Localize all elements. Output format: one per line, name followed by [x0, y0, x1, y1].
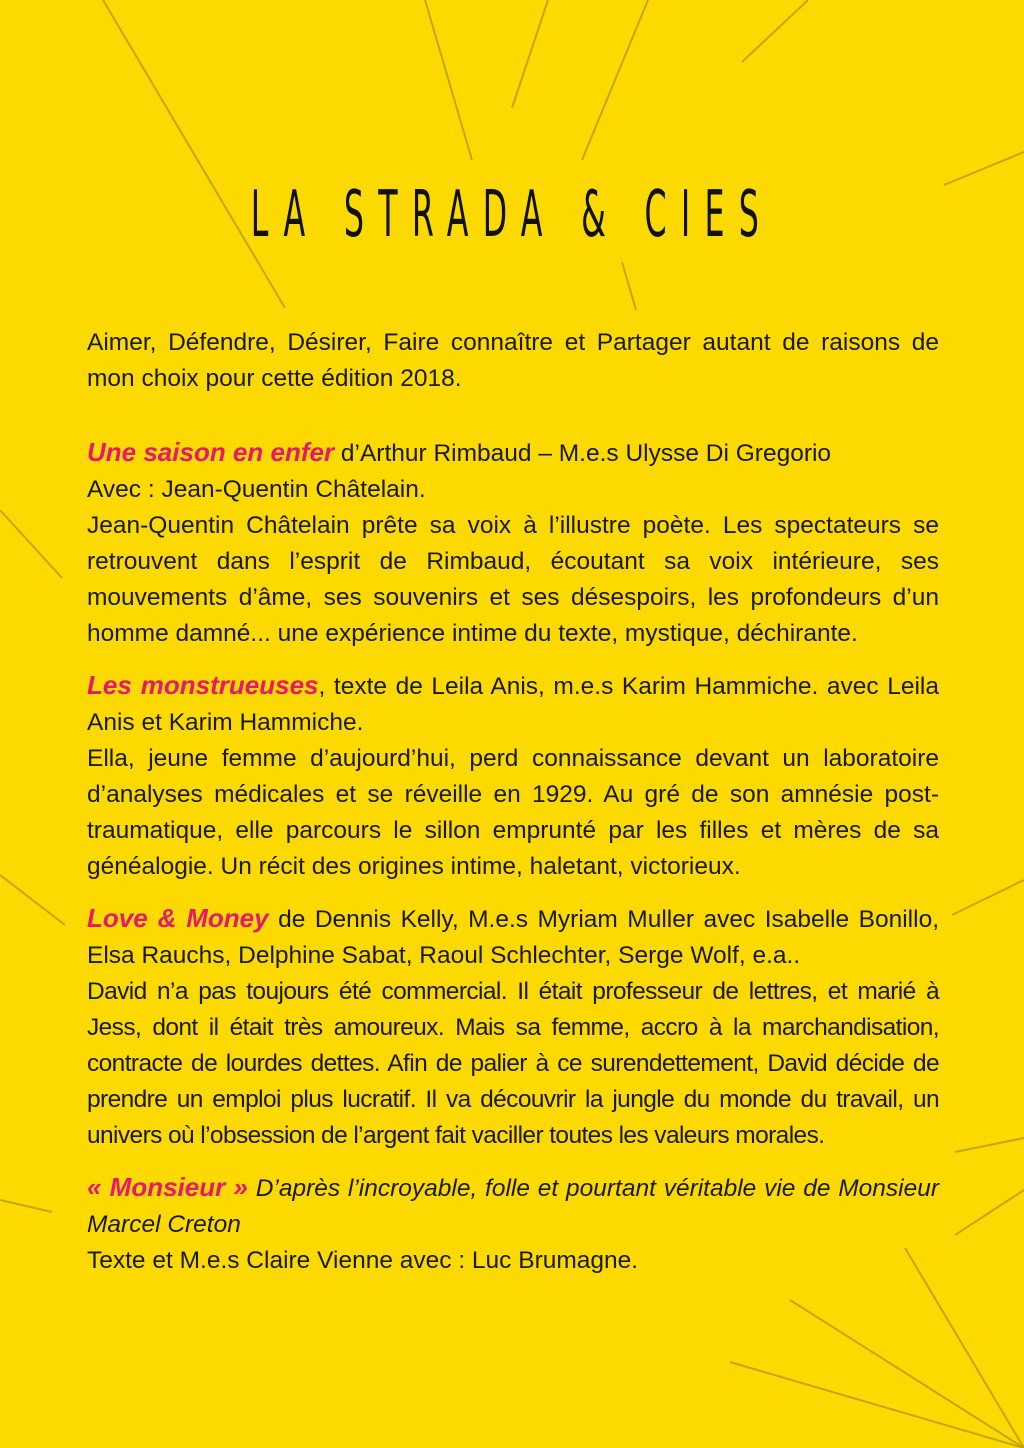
show-heading: [87, 1169, 939, 1243]
show-credits: de Dennis Kelly, M.e.s Myriam Muller avec Isabelle Bonillo, Elsa Rauchs, Delphine Sabat, Raoul Schlechter, Serge Wolf, e.a..: [87, 906, 940, 969]
show-description: David n’a pas toujours été commercial. Il était professeur de lettres, et marié à Jess, dont il était très amoureux. Mais sa femme, accro à la marchandisation, contracte de lourdes dettes. Afin de palier à ce surendettement, David décide de prendre un emploi plus lucratif. Il va découvrir la jungle du monde du travail, un univers où l’obsession de l’argent fait vaciller toutes les valeurs morales.: [87, 978, 939, 1149]
show-entry: [87, 1169, 939, 1279]
show-entry: [87, 434, 939, 652]
ray-line: [955, 1190, 1024, 1235]
show-entry: [87, 667, 939, 885]
ray-line: [955, 1138, 1024, 1152]
main-content: [87, 325, 939, 1294]
show-description: Ella, jeune femme d’aujourd’hui, perd connaissance devant un laboratoire d’analyses médicales et se réveille en 1929. Au gré de son amnésie post-traumatique, elle parcours le sillon emprunté par les filles et mères de sa généalogie. Un récit des origines intime, haletant, victorieux.: [87, 745, 939, 880]
show-credits: d’Arthur Rimbaud – M.e.s Ulysse Di Gregorio: [334, 440, 832, 467]
show-heading: [87, 434, 939, 472]
show-credits: Texte et M.e.s Claire Vienne avec : Luc Brumagne.: [87, 1247, 639, 1274]
ray-line: [622, 262, 636, 310]
show-cast: Avec : Jean-Quentin Châtelain.: [87, 476, 426, 503]
ray-line: [944, 152, 1024, 185]
show-heading: [87, 900, 939, 974]
intro-paragraph: Aimer, Défendre, Désirer, Faire connaître et Partager autant de raisons de mon choix pour cette édition 2018.: [87, 329, 939, 392]
ray-line: [742, 0, 808, 62]
show-credits: , texte de Leila Anis, m.e.s Karim Hammiche. avec Leila Anis et Karim Hammiche.: [87, 673, 939, 736]
ray-line: [425, 0, 472, 160]
show-subtitle: D’après l’incroyable, folle et pourtant véritable vie de Monsieur Marcel Creton: [87, 1175, 939, 1238]
ray-line: [103, 0, 285, 308]
ray-line: [582, 0, 648, 160]
ray-line: [952, 880, 1024, 915]
show-heading: [87, 667, 939, 741]
ray-line: [790, 1300, 1024, 1448]
ray-line: [512, 0, 548, 108]
show-title: Une saison en enfer: [87, 437, 335, 467]
ray-line: [0, 510, 62, 578]
show-title: Les monstrueuses: [87, 670, 319, 700]
show-entry: [87, 900, 939, 1154]
page-title: LA STRADA & CIES: [250, 178, 774, 252]
show-title: Love & Money: [87, 903, 269, 933]
show-description: Jean-Quentin Châtelain prête sa voix à l’illustre poète. Les spectateurs se retrouvent dans l’esprit de Rimbaud, écoutant sa voix intérieure, ses mouvements d’âme, ses souvenirs et ses désespoirs, les profondeurs d’un homme damné... une expérience intime du texte, mystique, déchirante.: [87, 512, 939, 647]
ray-line: [0, 875, 65, 925]
ray-line: [0, 1200, 52, 1212]
show-title: « Monsieur »: [87, 1172, 248, 1202]
